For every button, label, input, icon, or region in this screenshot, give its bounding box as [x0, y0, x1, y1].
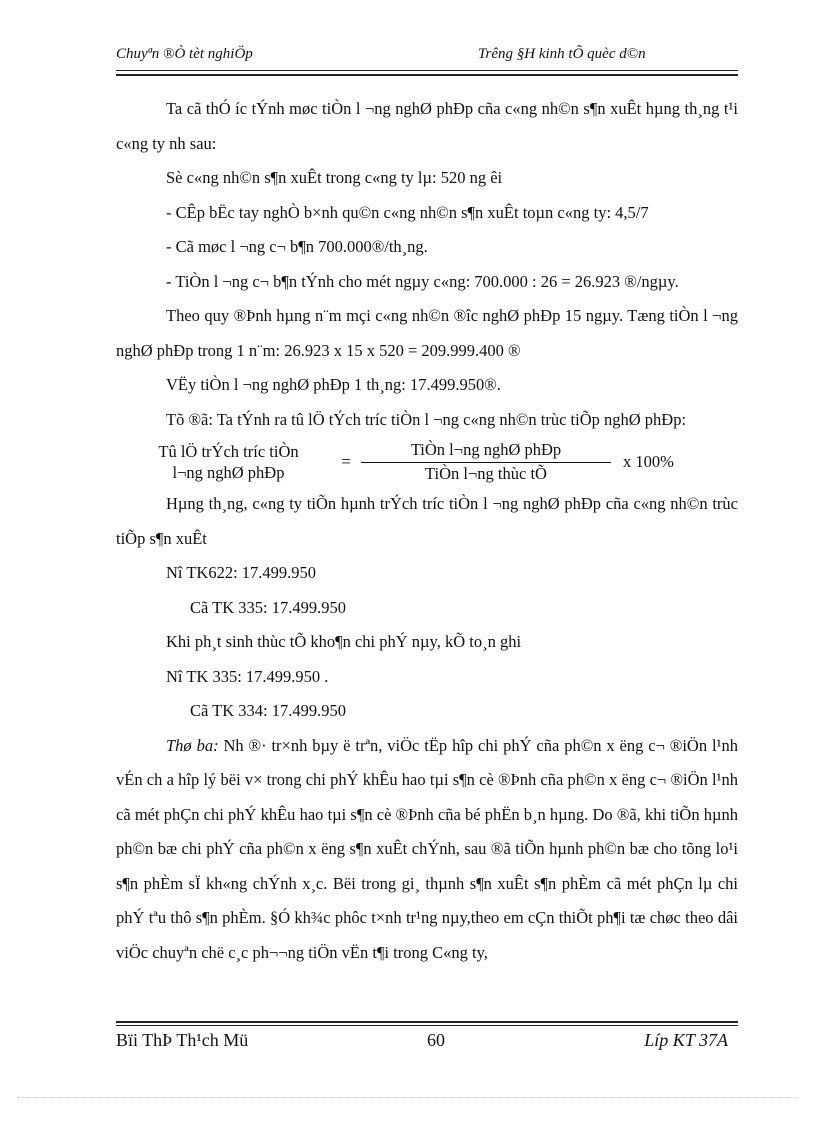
entry-debit-622: Nî TK622: 17.499.950	[166, 563, 317, 582]
document-body	[116, 92, 738, 970]
paragraph-ratio-intro: Tõ ®ã: Ta tÝnh ra tû lÖ tÝch tríc tiÒn l ¬ng c«ng nh©n trùc tiÕp nghØ phÐp:	[166, 409, 687, 429]
formula-fraction	[361, 439, 611, 485]
paragraph-annual-leave: Theo quy ®Þnh hµng n¨m mçi c«ng nh©n ®îc nghØ phÐp 15 ngµy. Tæng tiÒn l ¬ng nghØ phÐp trong 1 n¨m: 26.923 x 15 x 520 = 209.999.400 ®	[116, 306, 738, 360]
page-footer	[116, 1030, 738, 1054]
paragraph-intro: Ta cã thÓ íc tÝnh møc tiÒn l ¬ng nghØ phÐp cña c«ng nh©n s¶n xuÊt hµng th¸ng t¹i c«ng ty nh sau:	[116, 99, 738, 153]
header-rule-thick	[116, 74, 738, 76]
paragraph-skill-level: - CÊp bËc tay nghÒ b×nh qu©n c«ng nh©n s¶n xuÊt toµn c«ng ty: 4,5/7	[166, 202, 649, 222]
entry-credit-335: Cã TK 335: 17.499.950	[190, 597, 346, 617]
paragraph-daily-wage: - TiÒn l ¬ng c¬ b¶n tÝnh cho mét ngµy c«ng: 700.000 : 26 = 26.923 ®/ngµy.	[166, 271, 679, 291]
page-header	[116, 46, 738, 66]
paragraph-base-salary: - Cã møc l ¬ng c¬ b¶n 700.000®/th¸ng.	[166, 237, 428, 256]
page-number: 60	[427, 1030, 445, 1050]
footer-rule-thick	[116, 1021, 738, 1023]
entry-credit-334: Cã TK 334: 17.499.950	[190, 701, 346, 720]
paragraph-actual-cost: Khi ph¸t sinh thùc tÕ kho¶n chi phÝ nµy, kÕ to¸n ghi	[166, 632, 522, 651]
formula-numerator: TiÒn l¬ng nghØ phÐp	[361, 439, 611, 463]
third-point-lead: Thø ba:	[166, 735, 219, 755]
paragraph-workers: Sè c«ng nh©n s¶n xuÊt trong c«ng ty lµ: 520 ng êi	[166, 168, 503, 187]
paragraph-third-point	[116, 729, 738, 971]
formula-multiplier: x 100%	[623, 451, 674, 471]
ratio-formula	[116, 437, 738, 487]
entry-debit-335: Nî TK 335: 17.499.950 .	[166, 666, 329, 686]
footer-rule-thin	[116, 1025, 738, 1026]
third-point-text: Nh ®· tr×nh bµy ë trªn, viÖc tËp hîp chi phÝ cña ph©n x ëng c¬ ®iÖn l¹nh vÉn ch a hîp lý bëi v× trong chi phÝ khÊu hao tµi s¶n cè ®Þnh cña ph©n x ëng c¬ ®iÖn l¹nh cã mét phÇn chi phÝ khÊu hao tµi s¶n cè ®Þnh cña bé phËn b¸n hµng. Do ®ã, khi tiÕn hµnh ph©n bæ chi phÝ cña ph©n x ëng s¶n xuÊt chÝnh, sau ®ã tiÕn hµnh ph©n bæ cho tõng lo¹i s¶n phÈm sÏ kh«ng chÝnh x¸c. Bëi trong gi¸ thµnh s¶n xuÊt s¶n phÈm cã mét phÇn lµ chi phÝ tªu thô s¶n phÈm. §Ó kh¾c phôc t×nh tr¹ng nµy,theo em cÇn thiÕt ph¶i tæ chøc theo dâi viÖc chuyªn chë c¸c ph¬¬ng tiÖn vËn t¶i trong C«ng ty,	[116, 735, 739, 962]
paragraph-monthly-accrual: Hµng th¸ng, c«ng ty tiÕn hµnh trÝch tríc tiÒn l ¬ng nghØ phÐp cña c«ng nh©n trùc tiÕp s¶n xuÊt	[116, 494, 738, 548]
page-bottom-dotted-line	[18, 1097, 798, 1098]
header-rule-thin	[116, 70, 738, 71]
formula-label-line1: Tû lÖ trÝch tríc tiÒn	[158, 442, 299, 461]
footer-class: Líp KT 37A	[644, 1030, 728, 1050]
footer-author: Bïi ThÞ Th¹ch Mü	[116, 1030, 249, 1050]
formula-label-line2: l¬ng nghØ phÐp	[172, 463, 285, 482]
formula-denominator: TiÒn l¬ng thùc tÕ	[425, 464, 547, 483]
paragraph-monthly-leave: VËy tiÒn l ¬ng nghØ phÐp 1 th¸ng: 17.499.950®.	[166, 375, 501, 394]
formula-equals: =	[341, 451, 351, 471]
formula-label	[126, 441, 331, 483]
header-university: Trêng §H kinh tÕ quèc d©n	[478, 46, 646, 62]
header-title: Chuyªn ®Ò tèt nghiÖp	[116, 46, 253, 62]
